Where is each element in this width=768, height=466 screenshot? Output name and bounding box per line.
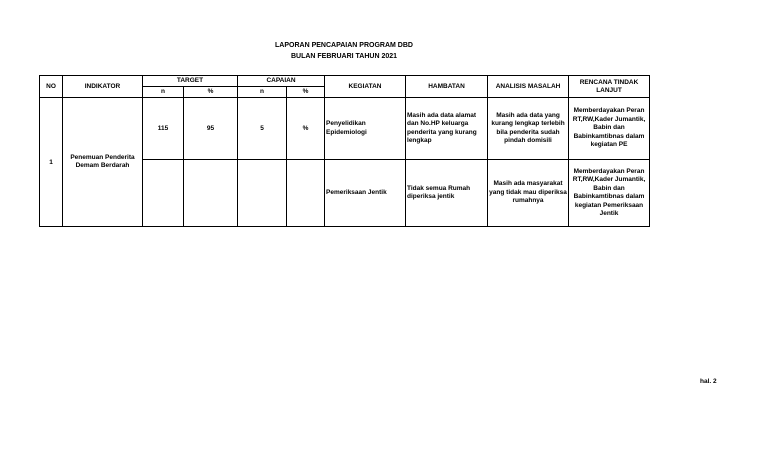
cell-no: 1 <box>40 98 63 227</box>
cell-capaian-percent: % <box>287 98 325 160</box>
cell-analisis: Masih ada masyarakat yang tidak mau diperiksa rumahnya <box>488 160 569 227</box>
cell-analisis: Masih ada data yang kurang lengkap terlebih bila penderita sudah pindah domisili <box>488 98 569 160</box>
col-header-capaian-percent: % <box>287 87 325 98</box>
col-header-hambatan: HAMBATAN <box>406 76 488 98</box>
cell-target-percent: 95 <box>184 98 238 160</box>
report-title <box>0 40 688 62</box>
report-title-line2: BULAN FEBRUARI TAHUN 2021 <box>290 53 398 60</box>
col-header-indikator: INDIKATOR <box>63 76 143 98</box>
table-row <box>40 98 650 160</box>
col-header-target: TARGET <box>143 76 238 87</box>
cell-hambatan: Tidak semua Rumah diperiksa jentik <box>406 160 488 227</box>
cell-capaian-percent-empty <box>287 160 325 227</box>
cell-kegiatan: Penyelidikan Epidemiologi <box>325 98 406 160</box>
col-header-analisis: ANALISIS MASALAH <box>488 76 569 98</box>
col-header-capaian: CAPAIAN <box>238 76 325 87</box>
col-header-target-percent: % <box>184 87 238 98</box>
cell-capaian-n-empty <box>238 160 287 227</box>
cell-capaian-n: 5 <box>238 98 287 160</box>
col-header-kegiatan: KEGIATAN <box>325 76 406 98</box>
cell-indikator: Penemuan Penderita Demam Berdarah <box>63 98 143 227</box>
col-header-rencana: RENCANA TINDAK LANJUT <box>569 76 650 98</box>
cell-rencana: Memberdayakan Peran RT,RW,Kader Jumantik, Babin dan Babinkamtibnas dalam kegiatan PE <box>569 98 650 160</box>
cell-target-n-empty <box>143 160 184 227</box>
cell-kegiatan: Pemeriksaan Jentik <box>325 160 406 227</box>
col-header-no: NO <box>40 76 63 98</box>
report-title-line1: LAPORAN PENCAPAIAN PROGRAM DBD <box>275 42 413 49</box>
cell-target-n: 115 <box>143 98 184 160</box>
page-number: hal. 2 <box>700 378 717 385</box>
col-header-target-n: n <box>143 87 184 98</box>
report-table <box>39 75 650 227</box>
cell-target-percent-empty <box>184 160 238 227</box>
cell-rencana: Memberdayakan Peran RT,RW,Kader Jumantik, Babin dan Babinkamtibnas dalam kegiatan Pemeriksaan Jentik <box>569 160 650 227</box>
col-header-capaian-n: n <box>238 87 287 98</box>
cell-hambatan: Masih ada data alamat dan No.HP keluarga penderita yang kurang lengkap <box>406 98 488 160</box>
